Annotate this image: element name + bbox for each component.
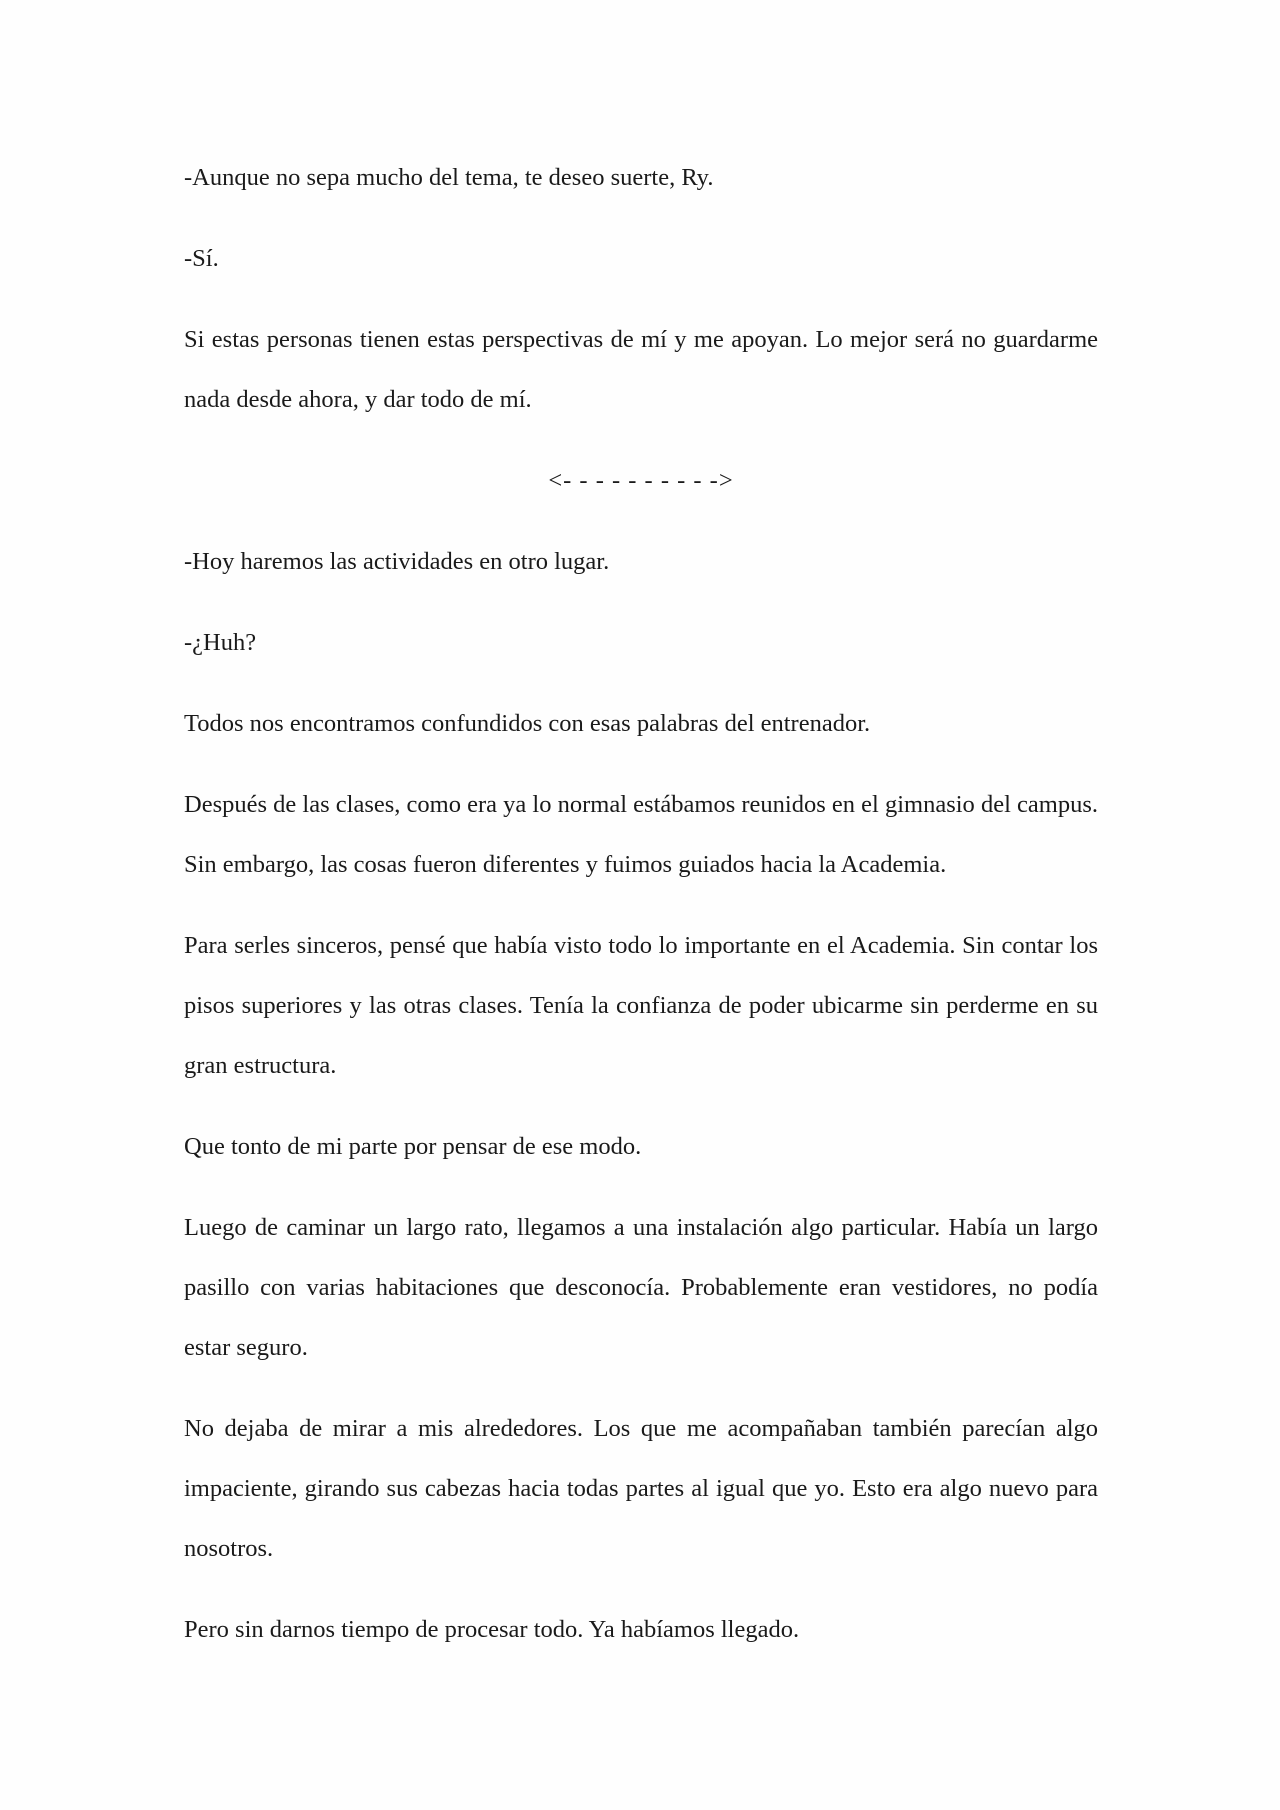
paragraph-narration-2: Todos nos encontramos confundidos con esas palabras del entrenador. [184, 710, 871, 737]
paragraph-narration-4: Para serles sinceros, pensé que había visto todo lo importante en el Academia. Sin contar los pisos superiores y las otras clases. Tenía la confianza de poder ubicarme sin perderme en su gran estructura. [184, 932, 1098, 1079]
paragraph-dialogue-2: -Sí. [184, 245, 219, 272]
paragraph-dialogue-4: -¿Huh? [184, 629, 257, 656]
paragraph-narration-8: Pero sin darnos tiempo de procesar todo. Ya habíamos llegado. [184, 1616, 800, 1643]
paragraph-narration-1: Si estas personas tienen estas perspectivas de mí y me apoyan. Lo mejor será no guardarme nada desde ahora, y dar todo de mí. [184, 326, 1098, 413]
paragraph-narration-5: Que tonto de mi parte por pensar de ese modo. [184, 1133, 642, 1160]
paragraph-dialogue-3: -Hoy haremos las actividades en otro lugar. [184, 548, 610, 575]
paragraph-narration-7: No dejaba de mirar a mis alrededores. Los que me acompañaban también parecían algo impaciente, girando sus cabezas hacia todas partes al igual que yo. Esto era algo nuevo para nosotros. [184, 1415, 1098, 1562]
paragraph-dialogue-1: -Aunque no sepa mucho del tema, te deseo suerte, Ry. [184, 164, 714, 191]
scene-separator: <- - - - - - - - - -> [548, 467, 734, 494]
paragraph-narration-6: Luego de caminar un largo rato, llegamos a una instalación algo particular. Había un largo pasillo con varias habitaciones que desconocía. Probablemente eran vestidores, no podía estar seguro. [184, 1214, 1098, 1361]
paragraph-narration-3: Después de las clases, como era ya lo normal estábamos reunidos en el gimnasio del campus. Sin embargo, las cosas fueron diferentes y fuimos guiados hacia la Academia. [184, 791, 1098, 878]
document-body [184, 148, 1098, 1681]
